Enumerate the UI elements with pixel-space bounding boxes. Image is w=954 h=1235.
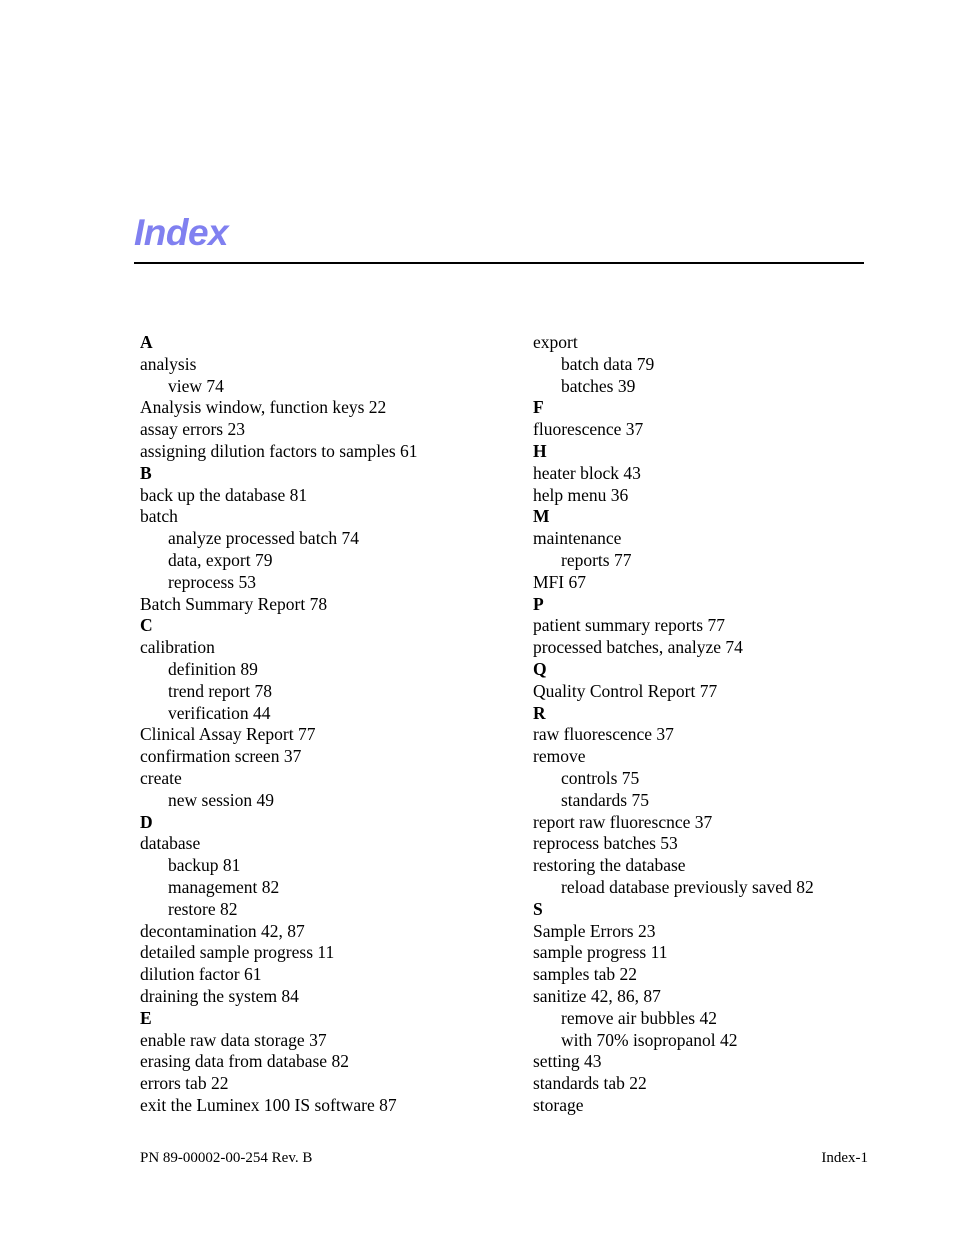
index-column-left: [140, 332, 520, 1117]
index-subentry: with 70% isopropanol 42: [561, 1029, 738, 1050]
index-subentry: trend report 78: [168, 680, 272, 701]
index-entry: processed batches, analyze 74: [533, 637, 743, 658]
index-entry: create: [140, 767, 182, 788]
index-entry: maintenance: [533, 528, 622, 549]
index-letter-heading: E: [140, 1007, 152, 1028]
index-entry: Batch Summary Report 78: [140, 593, 328, 614]
index-entry: sample progress 11: [533, 942, 668, 963]
index-entry: enable raw data storage 37: [140, 1029, 327, 1050]
index-entry: decontamination 42, 87: [140, 920, 305, 941]
index-entry: database: [140, 833, 201, 854]
index-subentry: standards 75: [561, 789, 649, 810]
index-entry: restoring the database: [533, 855, 686, 876]
index-subentry: batch data 79: [561, 353, 655, 374]
index-entry: back up the database 81: [140, 484, 308, 505]
page-title: Index: [134, 212, 229, 253]
index-entry: dilution factor 61: [140, 964, 262, 985]
index-entry: sanitize 42, 86, 87: [533, 985, 661, 1006]
index-subentry: view 74: [168, 375, 224, 396]
index-subentry: remove air bubbles 42: [561, 1007, 717, 1028]
index-entry: errors tab 22: [140, 1073, 229, 1094]
footer-page-number: Index-1: [821, 1150, 868, 1166]
index-letter-heading: H: [533, 440, 547, 461]
index-subentry: definition 89: [168, 658, 258, 679]
index-subentry: data, export 79: [168, 549, 273, 570]
index-letter-heading: A: [140, 332, 153, 352]
index-entry: analysis: [140, 353, 197, 374]
index-entry: standards tab 22: [533, 1073, 647, 1094]
index-entry: heater block 43: [533, 462, 641, 483]
index-column-right: [533, 332, 913, 1117]
index-entry: report raw fluorescnce 37: [533, 811, 713, 832]
index-entry: Analysis window, function keys 22: [140, 397, 387, 418]
index-subentry: management 82: [168, 876, 280, 897]
index-subentry: batches 39: [561, 375, 636, 396]
index-entry: remove: [533, 746, 586, 767]
index-subentry: new session 49: [168, 789, 274, 810]
index-entry: export: [533, 332, 578, 352]
index-entry: reprocess batches 53: [533, 833, 678, 854]
index-subentry: restore 82: [168, 898, 238, 919]
index-letter-heading: Q: [533, 658, 547, 679]
index-entry: assigning dilution factors to samples 61: [140, 440, 418, 461]
index-entry: exit the Luminex 100 IS software 87: [140, 1094, 397, 1115]
index-subentry: reload database previously saved 82: [561, 876, 814, 897]
index-entry: fluorescence 37: [533, 419, 644, 440]
index-letter-heading: D: [140, 811, 153, 832]
index-entry: draining the system 84: [140, 985, 299, 1006]
index-subentry: reports 77: [561, 549, 632, 570]
index-letter-heading: B: [140, 462, 152, 483]
index-entry: raw fluorescence 37: [533, 724, 674, 745]
index-letter-heading: M: [533, 506, 550, 527]
index-entry: calibration: [140, 637, 215, 658]
index-subentry: analyze processed batch 74: [168, 528, 359, 549]
index-entry: setting 43: [533, 1051, 602, 1072]
index-entry: patient summary reports 77: [533, 615, 725, 636]
index-subentry: verification 44: [168, 702, 271, 723]
index-entry: help menu 36: [533, 484, 629, 505]
index-subentry: controls 75: [561, 767, 640, 788]
index-letter-heading: C: [140, 615, 153, 636]
index-entry: MFI 67: [533, 571, 586, 592]
index-entry: Sample Errors 23: [533, 920, 656, 941]
footer-part-number: PN 89-00002-00-254 Rev. B: [140, 1150, 313, 1166]
index-letter-heading: F: [533, 397, 544, 418]
index-entry: Clinical Assay Report 77: [140, 724, 316, 745]
index-entry: assay errors 23: [140, 419, 245, 440]
index-letter-heading: S: [533, 898, 543, 919]
index-entry: Quality Control Report 77: [533, 680, 718, 701]
index-entry: detailed sample progress 11: [140, 942, 335, 963]
index-letter-heading: P: [533, 593, 544, 614]
index-entry: erasing data from database 82: [140, 1051, 349, 1072]
index-entry: batch: [140, 506, 178, 527]
index-entry: confirmation screen 37: [140, 746, 302, 767]
index-subentry: backup 81: [168, 855, 241, 876]
index-entry: samples tab 22: [533, 964, 638, 985]
index-subentry: reprocess 53: [168, 571, 256, 592]
title-rule: [134, 262, 864, 264]
index-entry: storage: [533, 1094, 584, 1115]
index-letter-heading: R: [533, 702, 546, 723]
